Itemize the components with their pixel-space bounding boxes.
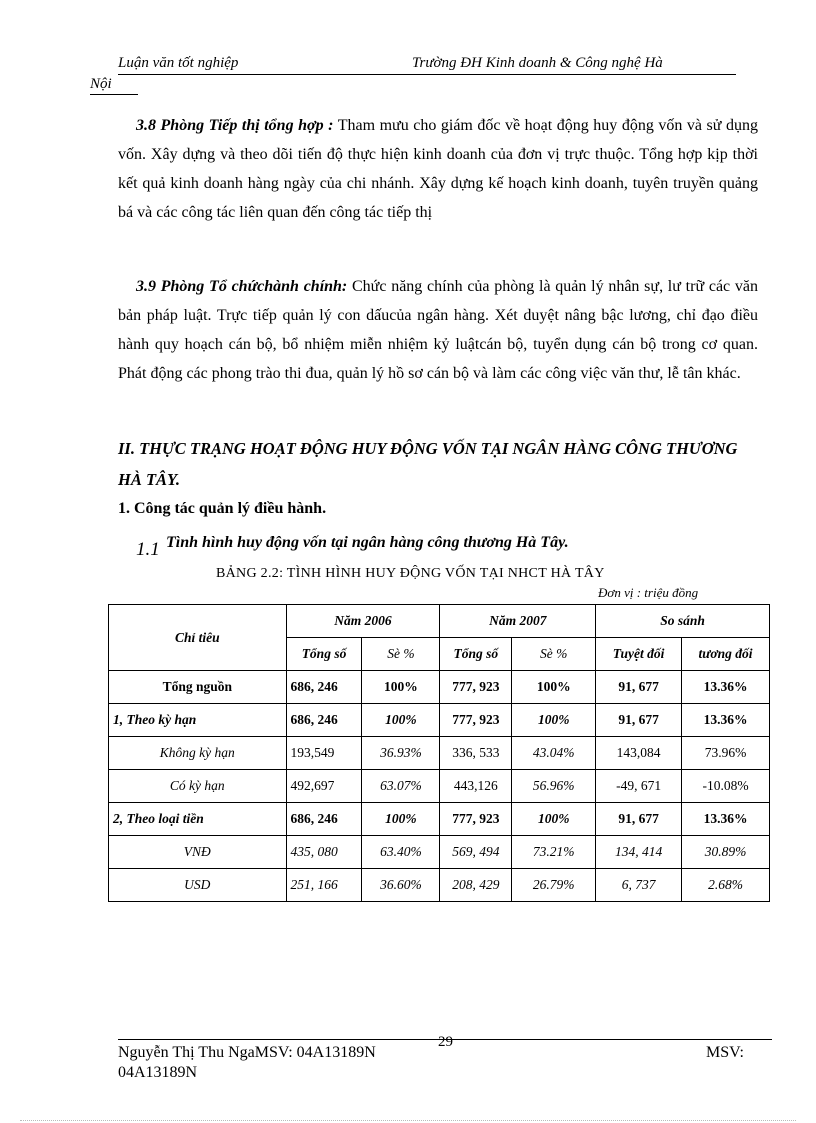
cell-value: 686, 246 [286,671,362,704]
header-right: Trường ĐH Kinh doanh & Công nghệ Hà [412,55,663,71]
header-se-2006: Sè % [362,638,440,671]
paragraph-3-8-body: Tham mưu cho giám đốc về hoạt động huy động vốn và sử dụng vốn. Xây dựng và theo dõi tiến độ thực hiện kinh doanh của đơn vị trực thuộc. Tổng hợp kịp thời kết quả kinh doanh hàng ngày của chi nhánh. Xây dựng kế hoạch kinh doanh, tuyên truyền quảng bá và các công tác liên quan đến công tác tiếp thị [118,117,758,221]
table-row [109,671,770,704]
row-label: 2, Theo loại tiền [109,803,287,836]
cell-value: -10.08% [682,770,770,803]
paragraph-3-9 [118,272,758,388]
header-tongso-2006: Tổng số [286,638,362,671]
header-wrap: Nội [90,76,112,92]
table-row [109,869,770,902]
header-tuyetdoi: Tuyệt đối [596,638,682,671]
cell-value: 686, 246 [286,704,362,737]
cell-value: 569, 494 [440,836,512,869]
cell-value: 100% [362,704,440,737]
cell-value: 6, 737 [596,869,682,902]
paragraph-3-9-title: 3.9 Phòng Tổ chứchành chính: [136,278,348,295]
footer-author: Nguyễn Thị Thu NgaMSV: 04A13189N [118,1044,376,1061]
row-label: USD [109,869,287,902]
heading-1-1-number: 1.1 [136,539,160,560]
cell-value: -49, 671 [596,770,682,803]
cell-value: 251, 166 [286,869,362,902]
cell-value: 13.36% [682,803,770,836]
cell-value: 56.96% [512,770,596,803]
cell-value: 63.07% [362,770,440,803]
cell-value: 100% [362,671,440,704]
cell-value: 435, 080 [286,836,362,869]
cell-value: 73.96% [682,737,770,770]
paragraph-3-9-body: Chức năng chính của phòng là quản lý nhân sự, lư trữ các văn bản pháp luật. Trực tiếp quản lý con dấucủa ngân hàng. Xét duyệt nâng bậc lương, chỉ đạo điều hành quy hoạch cán bộ, bổ nhiệm miễn nhiệm kỷ luậtcán bộ, tuyển dụng cán bộ trong cơ quan. Phát động các phong trào thi đua, quản lý hồ sơ cán bộ và làm các công việc văn thư, lễ tân khác. [118,278,759,382]
cell-value: 30.89% [682,836,770,869]
cell-value: 208, 429 [440,869,512,902]
header-underline [118,74,736,75]
cell-value: 91, 677 [596,803,682,836]
table-row [109,836,770,869]
cell-value: 443,126 [440,770,512,803]
cell-value: 777, 923 [440,704,512,737]
header-chitieu: Chỉ tiêu [109,605,287,671]
section-2-heading: II. THỰC TRẠNG HOẠT ĐỘNG HUY ĐỘNG VỐN TẠI NGÂN HÀNG CÔNG THƯƠNG HÀ TÂY. [118,439,738,489]
cell-value: 100% [512,671,596,704]
cell-value: 777, 923 [440,803,512,836]
cell-value: 492,697 [286,770,362,803]
row-label: Có kỳ hạn [109,770,287,803]
header-left: Luận văn tốt nghiệp [118,55,239,71]
table-row [109,803,770,836]
header-wrap-underline [90,94,138,95]
row-label: 1, Theo kỳ hạn [109,704,287,737]
footer-student-id: 04A13189N [118,1064,198,1081]
cell-value: 193,549 [286,737,362,770]
table-row [109,704,770,737]
cell-value: 13.36% [682,704,770,737]
cell-value: 13.36% [682,671,770,704]
cell-value: 36.60% [362,869,440,902]
cell-value: 686, 246 [286,803,362,836]
header-tuongdoi: tương đối [682,638,770,671]
header-sosanh: So sánh [596,605,770,638]
table-unit: Đơn vị : triệu đồng [598,585,699,600]
cell-value: 100% [512,704,596,737]
cell-value: 134, 414 [596,836,682,869]
footer-msv: MSV: [706,1044,744,1061]
cell-value: 2.68% [682,869,770,902]
cell-value: 63.40% [362,836,440,869]
table-row [109,737,770,770]
heading-1-1-text: Tình hình huy động vốn tại ngân hàng công thương Hà Tây. [166,534,569,551]
cell-value: 777, 923 [440,671,512,704]
heading-1: 1. Công tác quản lý điều hành. [118,500,327,517]
capital-table [108,604,770,902]
cell-value: 336, 533 [440,737,512,770]
paragraph-3-8-title: 3.8 Phòng Tiếp thị tổng hợp : [136,117,334,134]
cell-value: 100% [362,803,440,836]
cell-value: 91, 677 [596,704,682,737]
cell-value: 36.93% [362,737,440,770]
header-2006: Năm 2006 [286,605,440,638]
cell-value: 43.04% [512,737,596,770]
header-2007: Năm 2007 [440,605,596,638]
row-label: Tổng nguồn [109,671,287,704]
cell-value: 143,084 [596,737,682,770]
page-number: 29 [438,1034,453,1050]
cell-value: 91, 677 [596,671,682,704]
row-label: VNĐ [109,836,287,869]
header-se-2007: Sè % [512,638,596,671]
cell-value: 73.21% [512,836,596,869]
paragraph-3-8 [118,111,758,227]
page-edge [20,1120,796,1121]
header-tongso-2007: Tổng số [440,638,512,671]
cell-value: 26.79% [512,869,596,902]
table-row [109,770,770,803]
table-title: BẢNG 2.2: TÌNH HÌNH HUY ĐỘNG VỐN TẠI NHCT HÀ TÂY [216,566,605,581]
row-label: Không kỳ hạn [109,737,287,770]
cell-value: 100% [512,803,596,836]
